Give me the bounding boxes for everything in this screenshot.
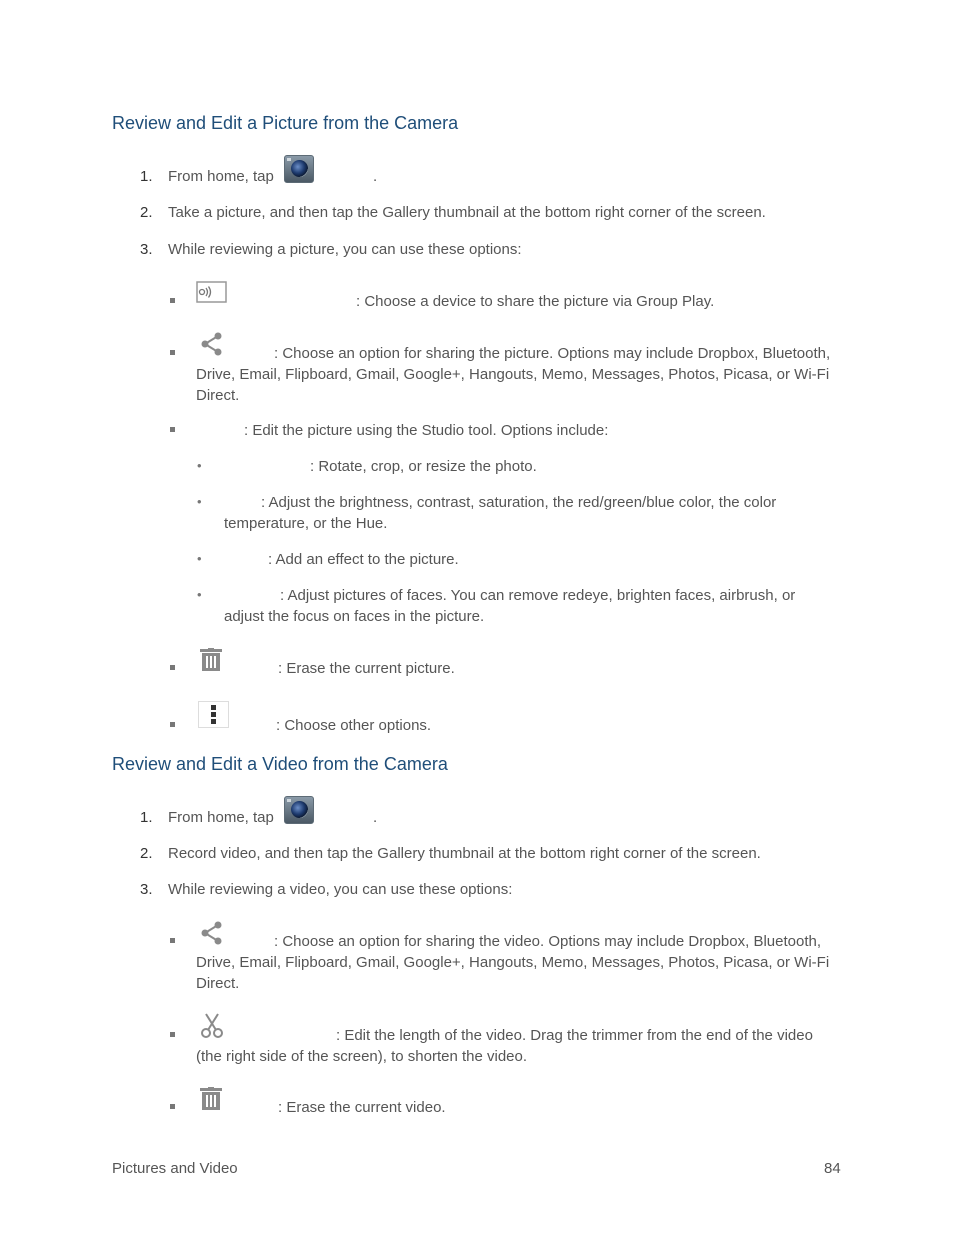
bullet-dot: • (197, 494, 202, 509)
bullet-dot: • (197, 458, 202, 473)
studio-sub-desc: : Add an effect to the picture. (268, 551, 459, 568)
group-play-icon (196, 281, 228, 305)
step-number: 3. (140, 241, 153, 258)
option-groupplay-desc: : Choose a device to share the picture via Group Play. (356, 293, 715, 310)
step-text-end: . (373, 809, 378, 826)
step-number: 2. (140, 204, 153, 221)
step-text: Record video, and then tap the Gallery thumbnail at the bottom right corner of the screen. (168, 845, 761, 862)
step-number: 1. (140, 809, 153, 826)
bullet-square (170, 722, 175, 727)
option-share-video-desc: : Choose an option for sharing the video. Options may include Dropbox, Bluetooth, Drive, Email, Flipboard, Gmail, Google+, Hangouts, Memo, Messages, Photos, Picasa, or Wi-Fi Direct. (196, 933, 830, 992)
bullet-square (170, 350, 175, 355)
step-number: 3. (140, 881, 153, 898)
step-text: While reviewing a picture, you can use these options: (168, 241, 522, 258)
step-text-end: . (373, 168, 378, 185)
step-number: 1. (140, 168, 153, 185)
trash-icon (200, 1087, 222, 1111)
option-more-desc: : Choose other options. (276, 717, 432, 734)
option-studio-desc: : Edit the picture using the Studio tool. Options include: (244, 422, 609, 439)
bullet-dot: • (197, 551, 202, 566)
more-options-icon (198, 701, 230, 729)
bullet-dot: • (197, 587, 202, 602)
trash-icon (200, 648, 222, 672)
camera-icon (284, 155, 314, 183)
camera-icon (284, 796, 314, 824)
section-heading-video: Review and Edit a Video from the Camera (112, 754, 448, 774)
page-number: 84 (824, 1160, 841, 1177)
step-text: From home, tap (168, 809, 274, 826)
bullet-square (170, 298, 175, 303)
option-delete-desc: : Erase the current picture. (278, 660, 455, 677)
step-text: From home, tap (168, 168, 274, 185)
step-text: While reviewing a video, you can use these options: (168, 881, 513, 898)
bullet-square (170, 1104, 175, 1109)
studio-sub-desc: : Rotate, crop, or resize the photo. (310, 458, 537, 475)
option-trim-desc: : Edit the length of the video. Drag the trimmer from the end of the video (the right side of the screen), to shorten the video. (196, 1027, 813, 1065)
section-heading-picture: Review and Edit a Picture from the Camera (112, 113, 459, 133)
bullet-square (170, 665, 175, 670)
step-number: 2. (140, 845, 153, 862)
bullet-square (170, 1032, 175, 1037)
option-delete-video-desc: : Erase the current video. (278, 1099, 446, 1116)
step-text: Take a picture, and then tap the Gallery thumbnail at the bottom right corner of the screen. (168, 204, 766, 221)
studio-sub-desc: : Adjust pictures of faces. You can remove redeye, brighten faces, airbrush, or adjust the focus on faces in the picture. (224, 587, 796, 625)
bullet-square (170, 938, 175, 943)
footer-section-title: Pictures and Video (112, 1160, 238, 1177)
studio-sub-desc: : Adjust the brightness, contrast, saturation, the red/green/blue color, the color temperature, or the Hue. (224, 494, 777, 532)
option-share-desc: : Choose an option for sharing the picture. Options may include Dropbox, Bluetooth, Drive, Email, Flipboard, Gmail, Google+, Hangouts, Memo, Messages, Photos, Picasa, or Wi-Fi Direct. (196, 345, 831, 404)
bullet-square (170, 427, 175, 432)
